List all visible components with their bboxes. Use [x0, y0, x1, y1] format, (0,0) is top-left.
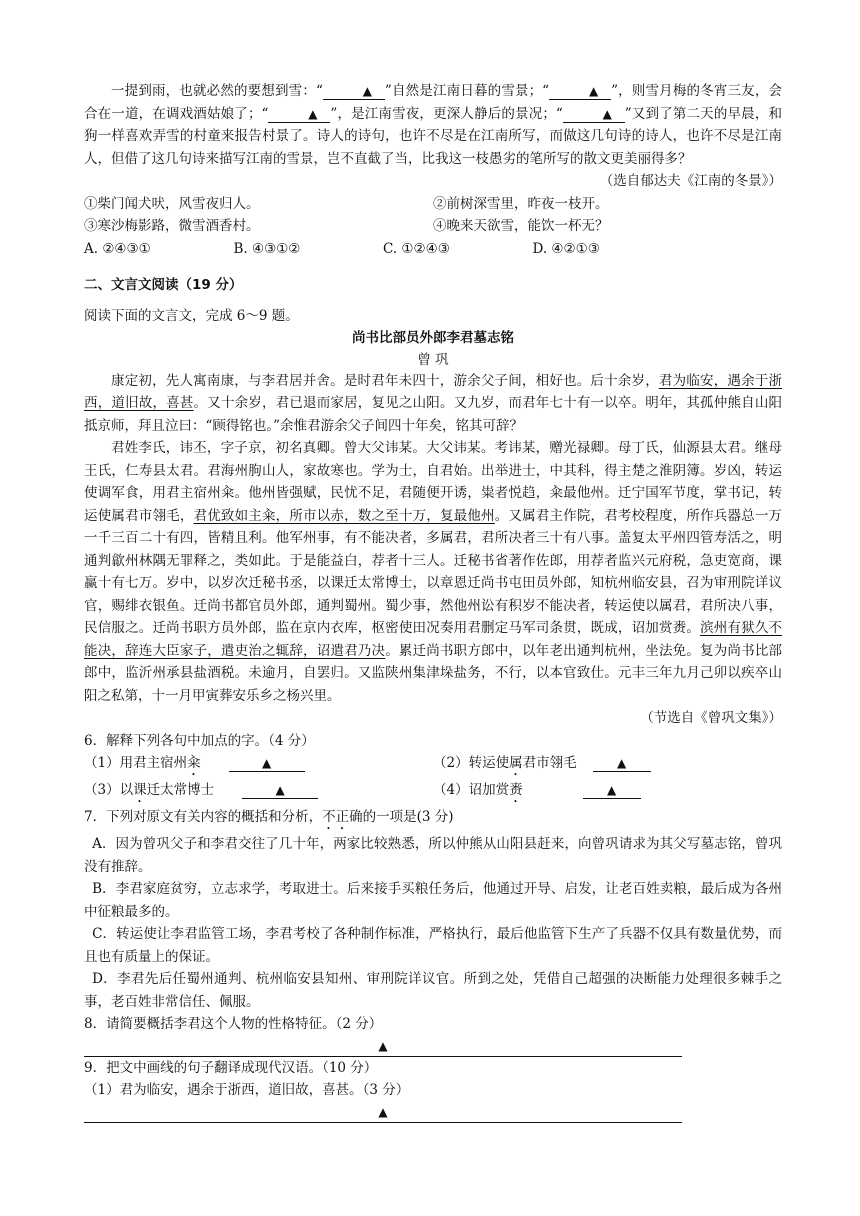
question-7-option-c[interactable]: C．转运使让李君监管工场，李君考校了各种制作标准，严格执行，最后他监管下生产了兵器不仅具有数量优势，而且也有质量上的保证。: [84, 926, 782, 965]
item-text: （1）用君主宿州: [84, 755, 188, 771]
question-6-item: [433, 779, 782, 806]
dotted-char: 不正: [322, 809, 350, 825]
passage-source: （节选自《曾巩文集》）: [640, 710, 782, 726]
choice-a[interactable]: A. ②④③①: [84, 240, 151, 257]
triangle-icon: ▲: [275, 783, 285, 797]
triangle-icon: ▲: [362, 84, 373, 98]
passage-text: 君姓李氏，讳丕，字子京，初名真卿。曾大父讳某。大父讳某。考讳某，赠光禄卿。母丁氏，仙源县太君。继母王氏，仁寿县太君。君海州朐山人，家故寒也。学为士，自君始。出举进士，中其科，得主楚之淮阴簿。岁凶，转运使调军食，用君主宿州籴。他州皆强赋，民忧不足，君随便开诱，粜者悦趋，籴最他州。迁宁国军节度，掌书记，转运使属君市翎毛，: [84, 440, 782, 524]
passage-text: 。又十余岁，君已退而家居，复见之山阳。又九岁，而君年七十有一以卒。明年，其孤仲熊自山阳抵京师，拜且泣曰：“顾得铭也。”余惟君游余父子间四十年矣，铭其可辞？: [84, 395, 783, 434]
answer-blank[interactable]: [549, 83, 611, 100]
stem-text: 7．下列对原文有关内容的概括和分析，: [84, 809, 323, 825]
question-6-row: [84, 779, 782, 806]
question-8-stem: 8．请简要概括李君这个人物的性格特征。（2 分）: [84, 1016, 383, 1032]
passage-author: 曾 巩: [417, 351, 449, 368]
intro-text: ”，则雪月梅的冬宵三友，会合在一道，在调戏酒姑娘了；“: [84, 83, 782, 122]
question-6-item: [433, 752, 782, 779]
triangle-icon: ▲: [261, 756, 272, 770]
question-6-item: [84, 752, 433, 779]
question-7-stem: [84, 806, 782, 833]
underlined-sentence: 君为临安，遇余于浙西，道旧故，喜甚: [84, 372, 783, 411]
choice-c[interactable]: C. ①②④③: [383, 240, 450, 257]
question-7-option-a[interactable]: A．因为曾巩父子和李君交往了几十年，两家比较熟悉，所以仲熊从山阳县赶来，向曾巩请求为其父写墓志铭，曾巩没有推辞。: [84, 836, 782, 875]
poem-options: [84, 215, 782, 238]
poem-option: ③寒沙梅影路，微雪酒香村。: [84, 218, 260, 234]
answer-blank[interactable]: [583, 782, 641, 799]
intro-text: ”自然是江南日暮的雪景；“: [384, 83, 550, 99]
triangle-icon: ▲: [378, 1104, 388, 1119]
choice-row: [84, 238, 782, 261]
question-7-option-d[interactable]: D．李君先后任蜀州通判、杭州临安县知州、审刑院详议官。所到之处，凭借自己超强的决断能力处理很多棘手之事，老百姓非常信任、佩服。: [84, 971, 782, 1010]
dotted-char: 属: [509, 755, 523, 771]
answer-line[interactable]: [84, 1102, 682, 1123]
dotted-char: 赉: [509, 782, 523, 798]
intro-text: ”，是江南雪夜，更深人静后的景况；“: [330, 105, 563, 122]
intro-text: ”又到了第二天的早晨，和狗一样喜欢弄雪的村童来报告村景了。诗人的诗句，也许不尽是在江南所写，而做这几句诗的诗人，也许不尽是江南人，但借了这几句诗来描写江南的雪景，岂不直截了当，比我这一枝愚劣的笔所写的散文更美丽得多？: [84, 105, 782, 167]
triangle-icon: ▲: [602, 106, 612, 121]
answer-blank[interactable]: [593, 755, 651, 772]
answer-blank[interactable]: [268, 106, 330, 123]
passage-text: 。又属君主作院，君考校程度，所作兵器总一万一千三百二十有四，皆精且利。他军州事，有不能决者，多属君，君所决者三十有八事。盖复太平州四管寿活之，明通判歙州林隅无罪释之，类如此。于是能益白，荐者十三人。迁秘书省著作佐郎，用荐者监兴元府税，急吏宽商，课赢十有七万。岁中，以岁次迁秘书丞，以课迁太常博士，以章恩迁尚书屯田员外郎，知杭州临安县，召为审刑院详议官，赐绯衣银鱼。迁尚书都官员外郎，通判蜀州。蜀少事，然他州讼有积岁不能决者，转运使以属君，君所决八事，民信服之。迁尚书职方员外郎，监在京内衣库，枢密使田况奏用君删定马军司条贯，既成，诏加赏赉。: [84, 507, 783, 636]
triangle-icon: ▲: [308, 106, 318, 121]
poem-option: ①柴门闻犬吠，风雪夜归人。: [84, 195, 260, 212]
question-6-stem: 6．解释下列各句中加点的字。（4 分）: [84, 732, 315, 749]
choice-d[interactable]: D. ④②①③: [532, 240, 600, 257]
choice-b[interactable]: B. ④③①②: [233, 240, 301, 257]
passage-paragraph: [84, 437, 782, 707]
passage-text: 。累迁尚书职方郎中，以年老出通判杭州，坐法免。复为尚书比部郎中，监沂州承县盐酒税。未逾月，自罢归。又监陕州集津垛盐务，不行，以本官致仕。元丰三年九月己卯以疾卒山阳之私第，十一月甲寅葬安乐乡之杨兴里。: [84, 642, 783, 704]
item-text: （3）以: [84, 782, 134, 798]
poem-options: [84, 193, 782, 216]
answer-blank[interactable]: [242, 782, 318, 799]
passage-text: 康定初，先人寓南康，与李君居并舍。是时君年未四十，游余父子间，相好也。后十余岁，: [111, 372, 659, 389]
item-text: 迁太常博士: [146, 782, 215, 798]
answer-blank[interactable]: [563, 106, 625, 123]
triangle-icon: ▲: [606, 783, 617, 797]
poem-option: ②前树深雪里，昨夜一枝开。: [433, 195, 609, 212]
dotted-char: 籴: [187, 755, 201, 771]
answer-line[interactable]: [84, 1036, 682, 1057]
question-6-row: [84, 752, 782, 779]
triangle-icon: ▲: [616, 756, 627, 770]
question-9-sub1: （1）君为临安，遇余于浙西，道旧故，喜甚。（3 分）: [84, 1082, 410, 1098]
intro-paragraph: [84, 80, 782, 170]
intro-text: 一提到雨，也就必然的要想到雪：“: [111, 83, 323, 99]
underlined-sentence: 君优致如主籴，所市以赤，数之至十万，复最他州: [193, 507, 495, 524]
question-6-item: [84, 779, 433, 806]
triangle-icon: ▲: [378, 1038, 388, 1053]
section-instruction: 阅读下面的文言文，完成 6～9 题。: [84, 307, 299, 324]
item-text: （4）诏加赏: [433, 782, 510, 798]
answer-blank[interactable]: [323, 83, 385, 100]
stem-text: 确的一项是(3 分): [349, 809, 454, 825]
triangle-icon: ▲: [588, 84, 599, 98]
intro-source: （选自郁达夫《江南的冬景》）: [599, 173, 782, 189]
section-heading: 二、文言文阅读（19 分）: [84, 277, 243, 293]
question-9-stem: 9．把文中画线的句子翻译成现代汉语。（10 分）: [84, 1059, 378, 1076]
passage-title: 尚书比部员外郎李君墓志铭: [352, 330, 514, 346]
item-text: （2）转运使: [433, 755, 510, 771]
item-text: 君市翎毛: [522, 755, 577, 771]
question-7-option-b[interactable]: B．李君家庭贫穷，立志求学，考取进士。后来接手买粮任务后，他通过开导、启发，让老百姓卖粮，最后成为各州中征粮最多的。: [84, 881, 782, 920]
passage-paragraph: [84, 370, 782, 438]
underlined-sentence: 滨州有狱久不能决，辞连大臣家子，遣吏治之辄辞，诏遣君乃决: [84, 620, 783, 659]
dotted-char: 课: [133, 782, 147, 798]
poem-option: ④晚来天欲雪，能饮一杯无？: [433, 218, 609, 234]
answer-blank[interactable]: [229, 755, 305, 772]
